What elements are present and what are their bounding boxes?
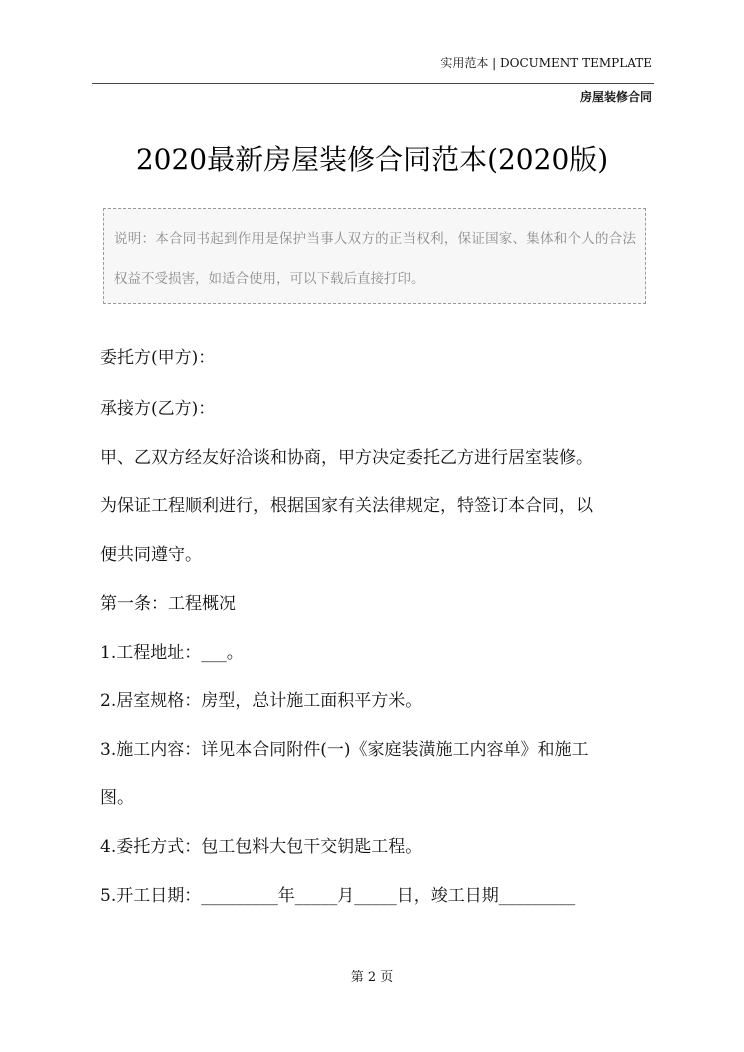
clause-content-2: 图。 xyxy=(100,788,134,808)
clause-content-1: 3.施工内容：详见本合同附件(一)《家庭装潢施工内容单》和施工 xyxy=(100,740,589,760)
intro-line-1: 甲、乙双方经友好洽谈和协商，甲方决定委托乙方进行居室装修。 xyxy=(100,448,593,468)
header-divider xyxy=(92,83,654,84)
party-a-line: 委托方(甲方)： xyxy=(100,348,216,368)
intro-line-2: 为保证工程顺利进行，根据国家有关法律规定，特签订本合同，以 xyxy=(100,496,593,516)
clause-method: 4.委托方式：包工包料大包干交钥匙工程。 xyxy=(100,837,423,857)
clause-dates: 5.开工日期：_________年_____月_____日，竣工日期_________ xyxy=(100,886,576,906)
clause-address: 1.工程地址：___。 xyxy=(100,643,244,663)
page-number: 第 2 页 xyxy=(350,970,394,985)
note-text: 说明：本合同书起到作用是保护当事人双方的正当权利，保证国家、集体和个人的合法权益不受损害，如适合使用，可以下载后直接打印。 xyxy=(114,231,636,287)
header-category: 房屋装修合同 xyxy=(579,90,652,104)
header-doc-label: 实用范本 | DOCUMENT TEMPLATE xyxy=(440,56,652,70)
intro-line-3: 便共同遵守。 xyxy=(100,545,202,565)
note-box xyxy=(103,208,646,304)
document-title: 2020最新房屋装修合同范本(2020版) xyxy=(135,143,609,176)
party-b-line: 承接方(乙方)： xyxy=(100,399,216,419)
article-heading: 第一条：工程概况 xyxy=(100,594,236,614)
clause-room-spec: 2.居室规格：房型，总计施工面积平方米。 xyxy=(100,691,423,711)
